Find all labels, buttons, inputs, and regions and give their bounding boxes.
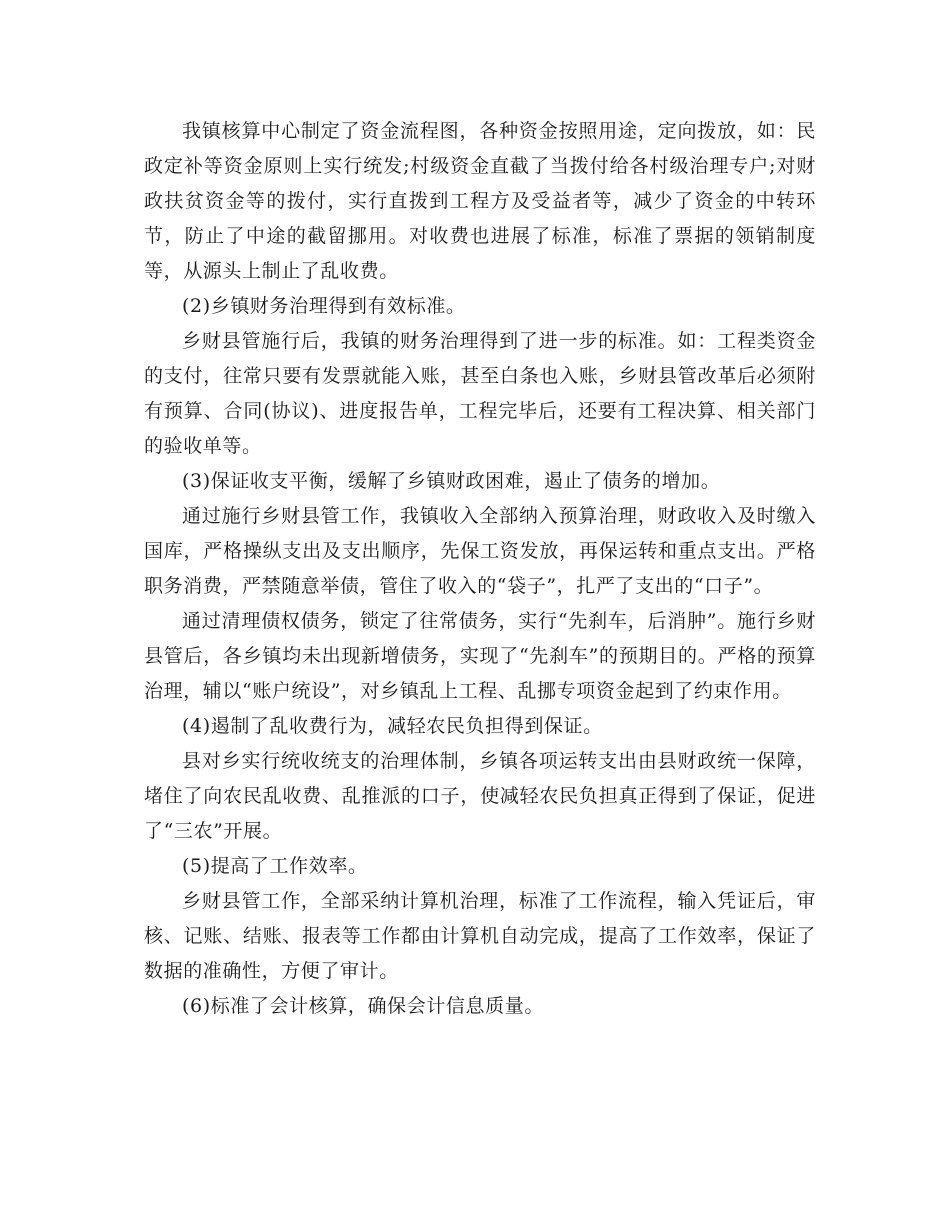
paragraph-efficiency: 乡财县管工作，全部采纳计算机治理，标准了工作流程，输入凭证后，审核、记账、结账、报表等工作都由计算机自动完成，提高了工作效率，保证了数据的准确性，方便了审计。 [144,890,816,982]
paragraph-farmer-burden: 县对乡实行统收统支的治理体制，乡镇各项运转支出由县财政统一保障，堵住了向农民乱收费、乱推派的口子，使减轻农民负担真正得到了保证，促进了“三农”开展。 [144,750,816,842]
section-heading-5: (5)提高了工作效率。 [182,855,368,877]
paragraph-budget-control: 通过施行乡财县管工作，我镇收入全部纳入预算治理，财政收入及时缴入国库，严格操纵支出及支出顺序，先保工资发放，再保运转和重点支出。严格职务消费，严禁随意举债，管住了收入的“袋子”，扎严了支出的“口子”。 [144,505,816,597]
section-heading-6: (6)标准了会计核算，确保会计信息质量。 [182,995,544,1017]
document-body [144,114,816,1024]
section-heading-3: (3)保证收支平衡，缓解了乡镇财政困难，遏止了债务的增加。 [182,470,721,492]
section-heading-2: (2)乡镇财务治理得到有效标准。 [182,295,466,317]
paragraph-debt-cleanup: 通过清理债权债务，锁定了往常债务，实行“先刹车，后消肿”。施行乡财县管后，各乡镇均未出现新增债务，实现了“先刹车”的预期目的。严格的预算治理，辅以“账户统设”，对乡镇乱上工程、乱挪专项资金起到了约束作用。 [144,610,816,702]
paragraph-finance-management: 乡财县管施行后，我镇的财务治理得到了进一步的标准。如：工程类资金的支付，往常只要有发票就能入账，甚至白条也入账，乡财县管改革后必须附有预算、合同(协议)、进度报告单，工程完毕后，还要有工程决算、相关部门的验收单等。 [144,330,816,457]
section-heading-4: (4)遏制了乱收费行为，减轻农民负担得到保证。 [182,715,603,737]
paragraph-fund-flow: 我镇核算中心制定了资金流程图，各种资金按照用途，定向拨放，如：民政定补等资金原则上实行统发;村级资金直截了当拨付给各村级治理专户;对财政扶贫资金等的拨付，实行直拨到工程方及受益者等，减少了资金的中转环节，防止了中途的截留挪用。对收费也进展了标准，标准了票据的领销制度等，从源头上制止了乱收费。 [144,120,816,282]
